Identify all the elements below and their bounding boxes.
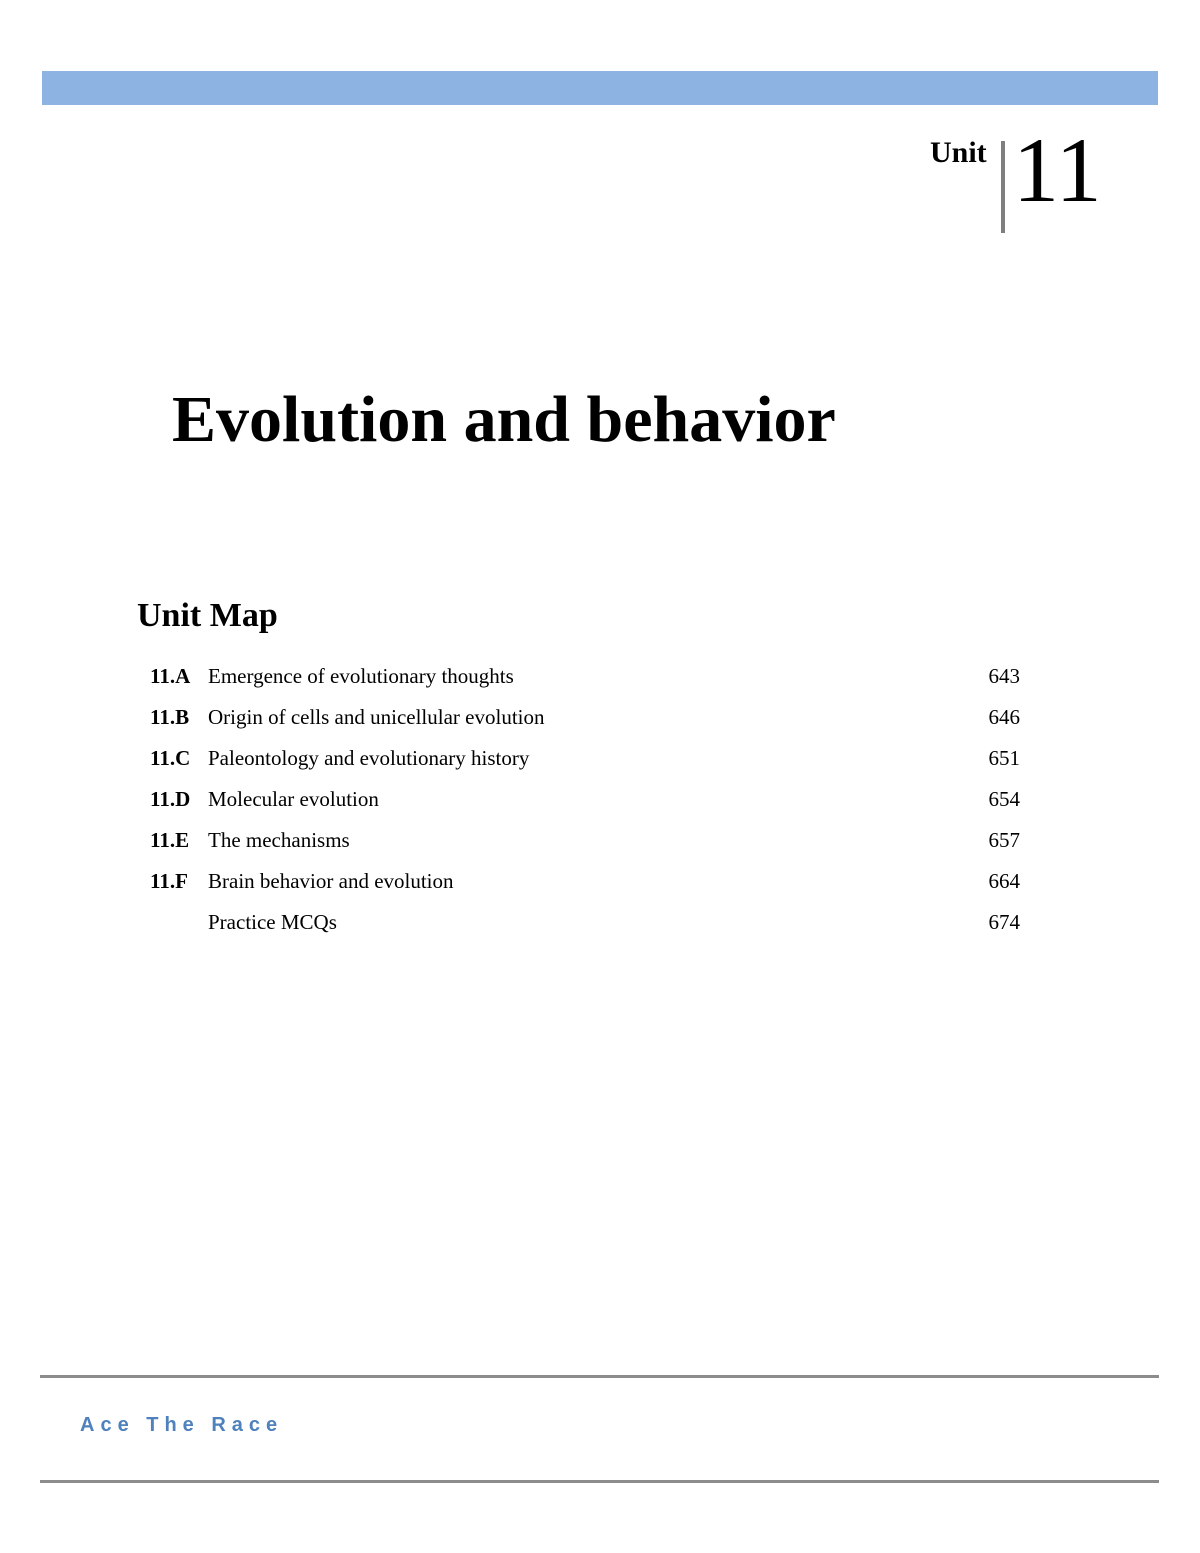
- unit-map-page: 651: [988, 746, 1020, 770]
- unit-map-title: Practice MCQs: [208, 910, 337, 934]
- unit-map-code: 11.A: [150, 664, 191, 688]
- unit-map-heading: Unit Map: [137, 597, 278, 634]
- page-title: Evolution and behavior: [172, 383, 836, 456]
- unit-map-title: Emergence of evolutionary thoughts: [208, 664, 514, 688]
- unit-map-code: 11.F: [150, 869, 188, 893]
- unit-map-list: [150, 660, 1020, 947]
- unit-map-page: 643: [988, 664, 1020, 688]
- unit-map-page: 674: [988, 910, 1020, 934]
- unit-map-code: 11.D: [150, 787, 191, 811]
- unit-map-code: 11.C: [150, 746, 191, 770]
- unit-map-page: 646: [988, 705, 1020, 729]
- unit-map-item[interactable]: [150, 742, 1020, 783]
- unit-map-title: Origin of cells and unicellular evolution: [208, 705, 545, 729]
- unit-divider: [1001, 141, 1005, 233]
- footer-rule-top: [40, 1375, 1159, 1378]
- unit-map-code: 11.E: [150, 828, 190, 852]
- unit-map-page: 657: [988, 828, 1020, 852]
- unit-map-item[interactable]: [150, 824, 1020, 865]
- unit-number: 11: [1013, 119, 1102, 221]
- unit-map-item[interactable]: [150, 783, 1020, 824]
- unit-map-item[interactable]: [150, 660, 1020, 701]
- unit-map-item[interactable]: [150, 906, 1020, 947]
- unit-map-page: 664: [988, 869, 1020, 893]
- unit-map-title: Paleontology and evolutionary history: [208, 746, 530, 770]
- unit-map-item[interactable]: [150, 865, 1020, 906]
- unit-map-title: Molecular evolution: [208, 787, 379, 811]
- unit-map-code: 11.B: [150, 705, 190, 729]
- header-band: [42, 71, 1158, 105]
- unit-map-title: Brain behavior and evolution: [208, 869, 454, 893]
- unit-map-title: The mechanisms: [208, 828, 350, 852]
- footer-rule-bottom: [40, 1480, 1159, 1483]
- footer-text: Ace The Race: [80, 1414, 284, 1436]
- unit-label: Unit: [930, 136, 987, 169]
- unit-map-page: 654: [988, 787, 1020, 811]
- unit-map-item[interactable]: [150, 701, 1020, 742]
